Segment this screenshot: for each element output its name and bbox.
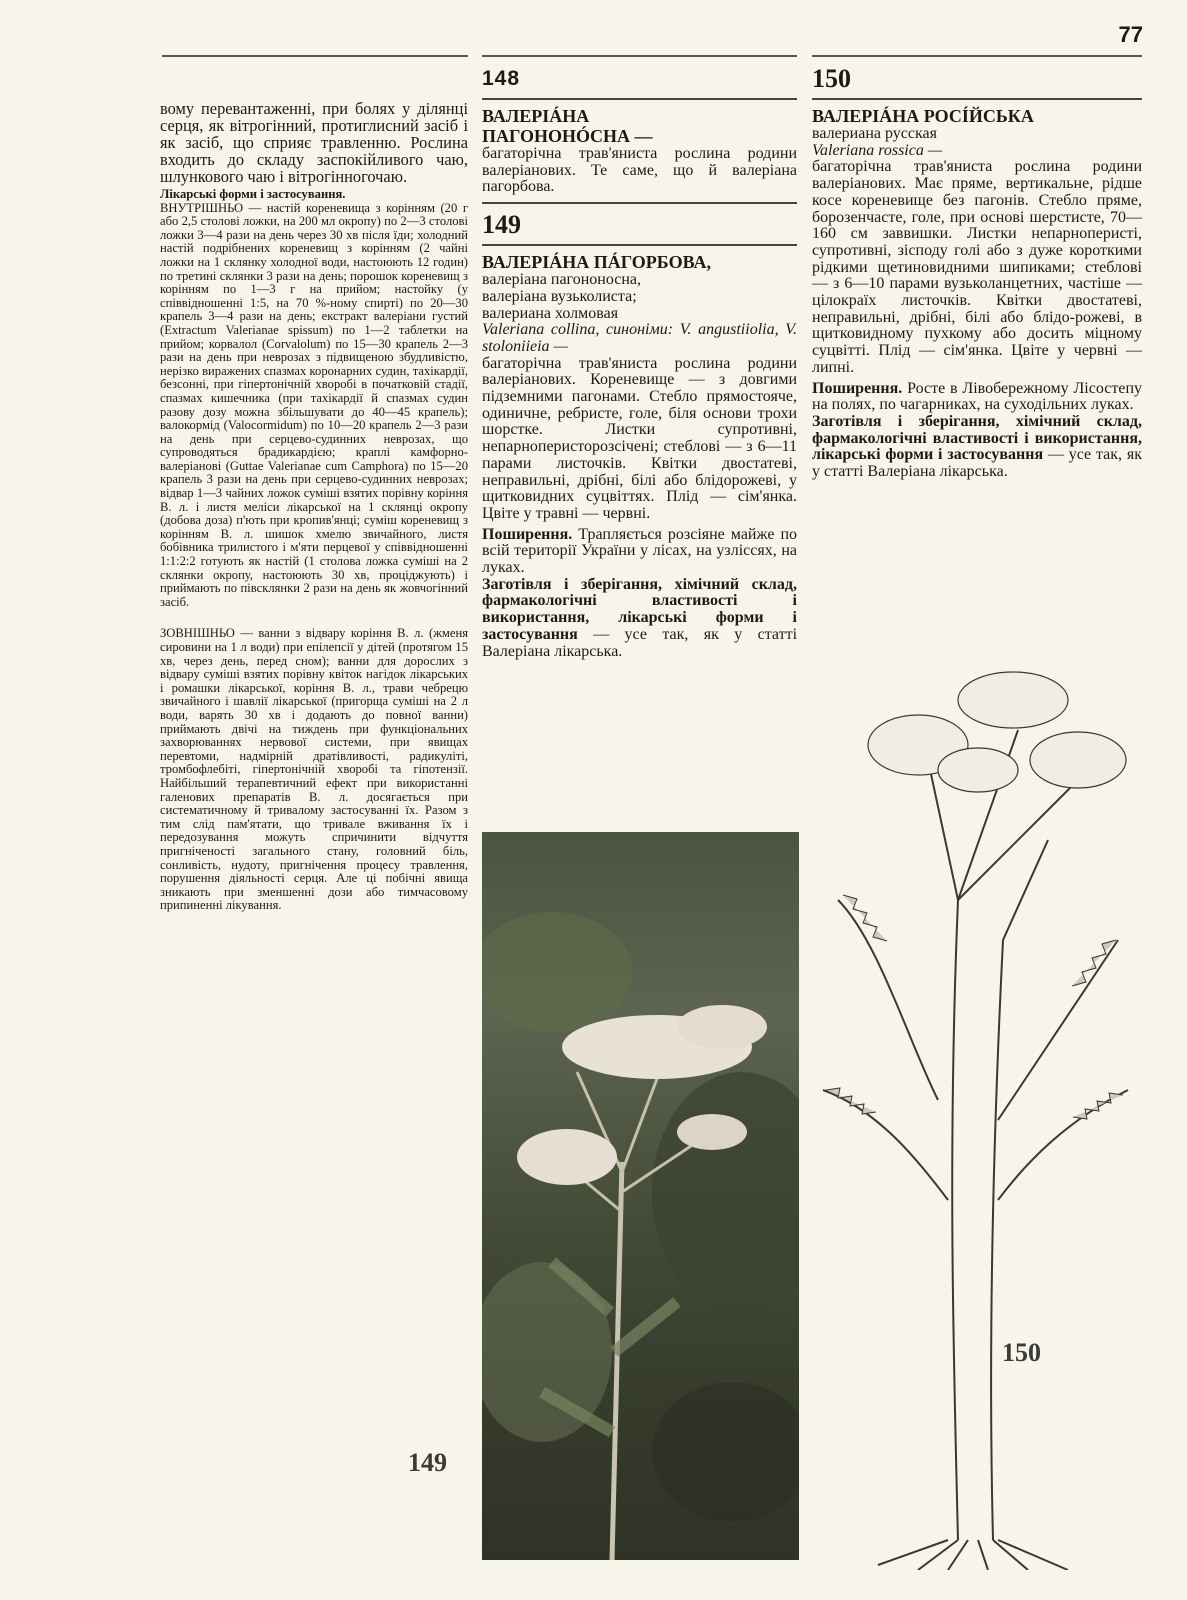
header-rule-col3: [812, 55, 1142, 57]
entry-149-number: 149: [482, 210, 521, 240]
prep-text: — усе так, як у статті Валеріана лікарська.: [482, 625, 798, 660]
spread-text: Росте в Лівобережному Лісостепу на полях, по чагарниках, на суходільних луках.: [812, 379, 1143, 414]
header-rule-col2: [482, 55, 797, 57]
entry-148-number: 148: [482, 67, 521, 90]
spread-label: Поширення.: [482, 525, 573, 543]
entry-150-spread: [812, 381, 1142, 414]
entry-149-body: багаторічна трав'яниста рослина родини валеріанових. Кореневище — з довгими підземними пагонами. Стебло прямостояче, одиничне, ребристе, голе, біля основи трохи шорстке. Листки супротивні, непарноперисторозсічені; стеблові — з 6—11 парами листочків. Квітки двостатеві, неправильні, дрібні, білі або блідорожеві, у щитковидних суцвіттях. Плід — сім'янка. Цвіте у травні — червні.: [482, 354, 797, 522]
spread-label: Поширення.: [812, 379, 903, 397]
entry-149-synonym-3: валериана холмовая: [482, 304, 619, 322]
col1-intro: вому перевантаженні, при болях у ділянці серця, як вітрогінний, протиглисний засіб і як засіб, що сприяє травленню. Рослина входить до складу заспокійливого чаю, шлункового чаю і вітрогінногочаю.: [160, 99, 468, 186]
entry-149-underline: [482, 244, 797, 246]
page-number: 77: [1118, 22, 1143, 47]
entry-150-latin: Valeriana rossica —: [812, 141, 943, 159]
entry-150-prep: [812, 414, 1142, 481]
prep-text: — усе так, як у статті Валеріана лікарська.: [812, 446, 1143, 481]
entry-150-synonym: валериана русская: [812, 125, 937, 142]
column-1: [160, 100, 468, 913]
prep-label: Заготівля і зберігання, хімічний склад, фармакологічні властивості і використання, лікарські форми і застосування: [812, 412, 1142, 464]
entry-149-rule: [482, 202, 797, 204]
figure-149-label: 149: [408, 1448, 447, 1477]
column-3: [812, 64, 1142, 481]
entry-150-title: ВАЛЕРІÁНА РОСÍЙСЬКА: [812, 106, 1034, 126]
plant-line-drawing: [818, 640, 1148, 1570]
entry-150-number: 150: [812, 64, 851, 93]
photo-valerian-149: [482, 832, 799, 1560]
drawing-valerian-150: [818, 640, 1148, 1570]
entry-148-rule: [482, 98, 797, 100]
entry-148-title: ВАЛЕРІÁНА ПАГОНОНÓСНА —: [482, 106, 653, 146]
entry-150-body: багаторічна трав'яниста рослина родини валеріанових. Має пряме, вертикальне, рідше косе кореневище без пагонів. Стебло пряме, борозенчасте, голе, при основі шерстисте, 70—160 см заввишки. Листки непарноперисті, супротивні, зісподу голі або з дуже короткими рідкими щетиновидними шипиками; стеблові — з 6—10 парами вузьколанцетних, частіше — цілокраїх листочків. Квітки двостатеві, неправильні, дрібні, білі або блідо-рожеві, в щитковидному пухкому або досить міцному суцвітті. Плід — сім'янка. Цвіте у червні — липні.: [812, 158, 1142, 376]
entry-149-synonym-2: валеріана вузьколиста;: [482, 287, 637, 305]
entry-149-prep: [482, 577, 797, 661]
spread-text: Трапляється розсіяне майже по всій території України у лісах, на узліссях, на луках.: [482, 525, 798, 577]
entry-148-body: багаторічна трав'яниста рослина родини валеріанових. Те саме, що й валеріана пагорбова.: [482, 145, 797, 196]
header-rule-col1: [162, 55, 468, 57]
prep-label: Заготівля і зберігання, хімічний склад, фармакологічні властивості і використання, лікарські форми і застосування: [482, 575, 797, 643]
entry-149-latin: Valeriana collina, синоніми: V. angustiiolia, V. stoloniieia —: [482, 321, 797, 355]
external-use-text: ЗОВНІШНЬО — ванни з відвару коріння В. л. (жменя сировини на 1 л води) при епілепсії у дітей (протягом 15 хв, через день, перед сном); ванни для дорослих з відвару суміші взятих порівну квіток нагідок лікарських і ромашки лікарської, коріння В. л., трави чебрецю звичайного і шавлії лікарської (пригорща суміші на 2 л води, варять 30 хв і додають до повної ванни) приймають двічі на тиждень при функціональних захворюваннях нервової системи, при явищах перевтоми, надмірній дратівливості, радикуліті, тромбофлебіті, гіпертонічній хворобі та гіпотензії. Найбільший терапевтичний ефект при використанні галенових препаратів В. л. досягається при систематичному й тривалому застосуванні їх. Разом з тим слід пам'ятати, що тривале вживання їх і передозування можуть спричинити відчуття пригніченості загального стану, головний біль, сонливість, нудоту, пригнічення процесу травлення, порушення діяльності серця. Але ці побічні явища зникають при зменшенні дози або тимчасовому припиненні лікування.: [160, 626, 468, 913]
entry-149-title: ВАЛЕРІÁНА ПÁГОРБОВА,: [482, 252, 711, 273]
column-2: [482, 64, 797, 660]
entry-149-spread: [482, 527, 797, 577]
entry-149-synonym-1: валеріана пагононосна,: [482, 271, 641, 289]
forms-heading: Лікарські форми і застосування.: [160, 187, 346, 201]
figure-150-label: 150: [1002, 1338, 1041, 1367]
plant-photo-illustration: [482, 832, 799, 1560]
entry-150-underline: [812, 98, 1142, 100]
internal-use-text: ВНУТРІШНЬО — настій кореневища з корінням (20 г або 2,5 столові ложки, на 200 мл окропу) по 2—3 столові ложки 3—4 рази на день через 30 хв після їди; холодний настій подрібнених кореневищ з корінням (2 чайні ложки на 1 склянку холодної води, настоюють 12 годин) по третині склянки 3 рази на день; порошок кореневищ з корінням по 1—3 г на прийом; настойку (у співвідношенні 1:5, на 70 %-ному спирті) по 20—30 крапель 3—4 рази на день; екстракт валеріани густий (Extractum Valerianae spissum) по 1—2 таблетки на прийом; корвалол (Corvalolum) по 15—30 крапель 2—3 рази на день при неврозах з підвищеною збудливістю, нерізко виражених спазмах коронарних судин, тахікардії, безсонні, при гіпертонічній хворобі в початковій стадії, спазмах кишечника (при тахікардії й спазмах судин разову дозу можна збільшувати до 40—45 крапель); валокормід (Valocormidum) по 10—20 крапель 2—3 рази на день при серцево-судинних неврозах, що супроводяться брадикардією; краплі камфорно-валеріанові (Guttae Valerianae cum Camphora) по 15—20 крапель 3 рази на день при серцево-судинних неврозах; відвар 1—3 чайних ложок суміші взятих порівну коріння В. л. і листя меліси лікарської на 1 склянці окропу (добова доза) п'ють при кропив'янці; суміш кореневищ з корінням В. л. шишок хмелю звичайного, листя бобівника трилистого і м'яти перцевої у співвідношенні 1:1:2:2 готують як настій (1 столова ложка суміші на 2 склянки окропу, настоюють 30 хв, проціджують) і приймають по півсклянки 2 рази на день як жовчогінний засіб.: [160, 200, 468, 609]
